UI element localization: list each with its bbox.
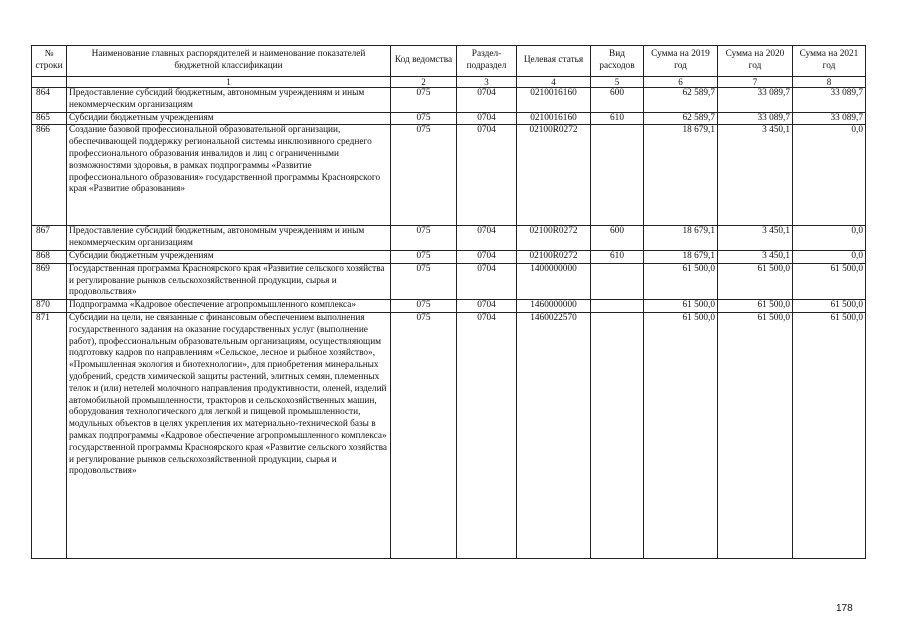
row-sum-2021: 0,0	[793, 226, 866, 251]
row-section: 0704	[457, 226, 517, 251]
row-number: 871	[32, 312, 67, 558]
column-number: 3	[457, 77, 517, 88]
row-sum-2020: 33 089,7	[718, 88, 793, 113]
row-code: 075	[391, 263, 457, 299]
row-sum-2021: 61 500,0	[793, 263, 866, 299]
column-number: 1	[67, 77, 391, 88]
budget-sheet	[31, 45, 865, 559]
row-number: 870	[32, 300, 67, 313]
row-section: 0704	[457, 312, 517, 558]
row-article: 02100R0272	[517, 250, 591, 263]
row-section: 0704	[457, 250, 517, 263]
row-number: 869	[32, 263, 67, 299]
column-number	[32, 77, 67, 88]
row-sum-2019: 62 589,7	[644, 112, 718, 125]
row-sum-2020: 3 450,1	[718, 250, 793, 263]
row-sum-2020: 61 500,0	[718, 312, 793, 558]
row-number: 864	[32, 88, 67, 113]
row-article: 02100R0272	[517, 125, 591, 226]
row-name: Предоставление субсидий бюджетным, автономным учреждениям и иным некоммерческим организациям	[67, 226, 391, 251]
row-type: 600	[591, 226, 644, 251]
row-sum-2020: 61 500,0	[718, 263, 793, 299]
row-section: 0704	[457, 263, 517, 299]
row-sum-2020: 3 450,1	[718, 125, 793, 226]
table-row	[32, 226, 866, 251]
row-code: 075	[391, 88, 457, 113]
column-number: 5	[591, 77, 644, 88]
row-name: Субсидии бюджетным учреждениям	[67, 250, 391, 263]
row-name: Субсидии бюджетным учреждениям	[67, 112, 391, 125]
column-number: 4	[517, 77, 591, 88]
row-sum-2021: 33 089,7	[793, 88, 866, 113]
header-num: № строки	[32, 46, 67, 77]
row-section: 0704	[457, 88, 517, 113]
row-sum-2021: 33 089,7	[793, 112, 866, 125]
header-name: Наименование главных распорядителей и наименование показателей бюджетной классификации	[67, 46, 391, 77]
row-type	[591, 263, 644, 299]
row-number: 866	[32, 125, 67, 226]
table-row	[32, 312, 866, 558]
row-sum-2020: 61 500,0	[718, 300, 793, 313]
row-code: 075	[391, 250, 457, 263]
row-type: 610	[591, 250, 644, 263]
column-number: 8	[793, 77, 866, 88]
row-name: Создание базовой профессиональной образовательной организации, обеспечивающей поддержку региональной системы инклюзивного среднего профессионального образования инвалидов и лиц с ограниченными возможностями здоровья, в рамках подпрограммы «Развитие профессионального образования» государственной программы Красноярского края «Развитие образования»	[67, 125, 391, 226]
header-code: Код ведомства	[391, 46, 457, 77]
table-row	[32, 263, 866, 299]
row-article: 1460022570	[517, 312, 591, 558]
row-number: 868	[32, 250, 67, 263]
row-sum-2019: 62 589,7	[644, 88, 718, 113]
column-number: 6	[644, 77, 718, 88]
page-number: 178	[836, 603, 853, 614]
budget-table	[31, 45, 866, 559]
row-sum-2021: 0,0	[793, 125, 866, 226]
row-sum-2019: 18 679,1	[644, 250, 718, 263]
row-sum-2019: 61 500,0	[644, 300, 718, 313]
row-sum-2021: 61 500,0	[793, 312, 866, 558]
table-row	[32, 250, 866, 263]
row-type	[591, 312, 644, 558]
header-sum-2019: Сумма на 2019 год	[644, 46, 718, 77]
table-row	[32, 125, 866, 226]
header-sum-2020: Сумма на 2020 год	[718, 46, 793, 77]
row-name: Государственная программа Красноярского края «Развитие сельского хозяйства и регулирование рынков сельскохозяйственной продукции, сырья и продовольствия»	[67, 263, 391, 299]
row-type	[591, 300, 644, 313]
header-section: Раздел-подраздел	[457, 46, 517, 77]
row-sum-2020: 33 089,7	[718, 112, 793, 125]
row-article: 1400000000	[517, 263, 591, 299]
row-code: 075	[391, 125, 457, 226]
row-number: 867	[32, 226, 67, 251]
row-section: 0704	[457, 125, 517, 226]
row-article: 02100R0272	[517, 226, 591, 251]
row-name: Предоставление субсидий бюджетным, автономным учреждениям и иным некоммерческим организациям	[67, 88, 391, 113]
row-number: 865	[32, 112, 67, 125]
column-number-row	[32, 77, 866, 88]
row-name: Подпрограмма «Кадровое обеспечение агропромышленного комплекса»	[67, 300, 391, 313]
row-type: 610	[591, 112, 644, 125]
row-sum-2020: 3 450,1	[718, 226, 793, 251]
row-sum-2019: 61 500,0	[644, 312, 718, 558]
row-sum-2021: 0,0	[793, 250, 866, 263]
row-type: 600	[591, 88, 644, 113]
row-section: 0704	[457, 300, 517, 313]
table-row	[32, 112, 866, 125]
row-name: Субсидии на цели, не связанные с финансовым обеспечением выполнения государственного задания на оказание государственных услуг (выполнение работ), профессиональным образовательным организациям, осуществляющим подготовку кадров по направлениям «Сельское, лесное и рыбное хозяйство», «Промышленная экология и биотехнологии», для приобретения минеральных удобрений, средств химической защиты растений, элитных семян, племенных телок и (или) нетелей молочного направления продуктивности, оленей, изделий автомобильной промышленности, тракторов и сельскохозяйственных машин, оборудования технологического для легкой и пищевой промышленности, модульных объектов в целях укрепления их материально-технической базы в рамках подпрограммы «Кадровое обеспечение агропромышленного комплекса» государственной программы Красноярского края «Развитие сельского хозяйства и регулирование рынков сельскохозяйственной продукции, сырья и продовольствия»	[67, 312, 391, 558]
header-row	[32, 46, 866, 77]
row-sum-2019: 18 679,1	[644, 125, 718, 226]
column-number: 2	[391, 77, 457, 88]
header-article: Целевая статья	[517, 46, 591, 77]
row-article: 0210016160	[517, 88, 591, 113]
table-row	[32, 300, 866, 313]
header-sum-2021: Сумма на 2021 год	[793, 46, 866, 77]
row-code: 075	[391, 312, 457, 558]
row-sum-2019: 18 679,1	[644, 226, 718, 251]
row-section: 0704	[457, 112, 517, 125]
row-code: 075	[391, 226, 457, 251]
table-row	[32, 88, 866, 113]
row-type	[591, 125, 644, 226]
row-article: 0210016160	[517, 112, 591, 125]
row-code: 075	[391, 300, 457, 313]
row-sum-2021: 61 500,0	[793, 300, 866, 313]
header-type: Вид расходов	[591, 46, 644, 77]
row-sum-2019: 61 500,0	[644, 263, 718, 299]
row-code: 075	[391, 112, 457, 125]
row-article: 1460000000	[517, 300, 591, 313]
column-number: 7	[718, 77, 793, 88]
